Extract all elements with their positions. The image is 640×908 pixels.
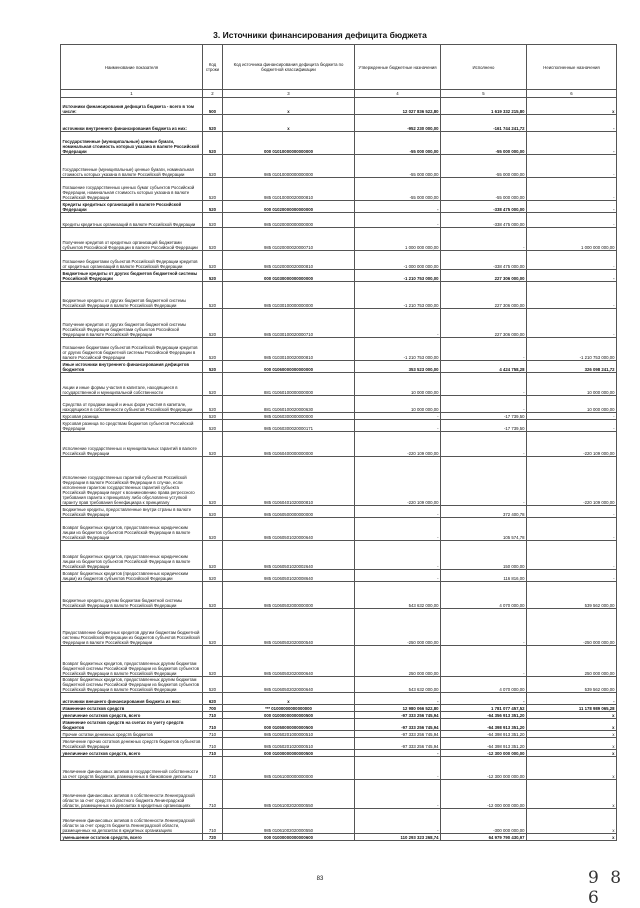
row-source-code: 985 01020000000000000	[223, 213, 355, 228]
row-code: 520	[203, 432, 223, 457]
row-unexecuted: 539 562 000,00	[527, 677, 617, 693]
row-code: 720	[203, 834, 223, 841]
table-row	[61, 413, 617, 420]
row-code: 710	[203, 757, 223, 780]
row-executed: 64 979 790 430,97	[441, 834, 527, 841]
row-source-code: 985 01060502020000540	[223, 609, 355, 646]
row-code: 520	[203, 646, 223, 677]
row-source-code: 881 01060100020000630	[223, 396, 355, 413]
row-code: 710	[203, 712, 223, 719]
header-source-code: Код источника финансирования дефицита бюджета по бюджетной классификации	[223, 45, 355, 90]
col-number: 6	[527, 90, 617, 98]
table-row	[61, 731, 617, 738]
row-executed: -338 475 000,00	[441, 213, 527, 228]
row-source-code: 985 01020000020000810	[223, 251, 355, 270]
table-row	[61, 270, 617, 282]
row-executed: 116 816,00	[441, 570, 527, 582]
row-code: 520	[203, 570, 223, 582]
row-executed: -161 744 241,72	[441, 115, 527, 132]
table-row	[61, 738, 617, 750]
row-unexecuted: -	[527, 201, 617, 213]
row-name: Увеличение финансовых активов в собственности Ленинградской области за счет средств бюджета Ленинградской области, размещенных на депозитах в кредитных организациях	[61, 809, 203, 834]
table-header-row	[61, 45, 617, 90]
row-source-code: 985 01010000000000000	[223, 155, 355, 178]
row-name: Иные источники внутреннего финансирования дефицитов бюджетов	[61, 361, 203, 373]
row-approved: -55 000 000,00	[355, 132, 441, 155]
row-source-code: 985 01050201020000510	[223, 738, 355, 750]
row-name: источники внутреннего финансирования бюджета из них:	[61, 115, 203, 132]
row-name: Возврат бюджетных кредитов (предоставленных юридическим лицам) из бюджетов субъектов Российской Федерации	[61, 570, 203, 582]
row-executed: 4 424 758,28	[441, 361, 527, 373]
row-name: Возврат бюджетных кредитов, предоставленных юридическим лицам из бюджетов субъектов Российской Федерации в валюте Российской Федерации	[61, 541, 203, 570]
row-code: 520	[203, 373, 223, 396]
row-executed: -	[441, 338, 527, 361]
row-unexecuted: x	[527, 731, 617, 738]
row-code: 520	[203, 420, 223, 432]
row-name: Курсовая разница по средствам бюджетов субъектов Российской Федерации	[61, 420, 203, 432]
table-row	[61, 705, 617, 712]
row-name: Средства от продажи акций и иных форм участия в капитале, находящихся в собственности субъектов Российской Федерации	[61, 396, 203, 413]
row-code: 520	[203, 541, 223, 570]
row-executed: -12 300 000 000,00	[441, 757, 527, 780]
row-approved: -	[355, 780, 441, 809]
row-approved: -	[355, 413, 441, 420]
row-unexecuted: -	[527, 420, 617, 432]
page-number: 83	[316, 876, 324, 882]
row-approved: -97 333 256 745,94	[355, 719, 441, 731]
row-source-code: 985 01060501020008640	[223, 570, 355, 582]
row-approved: -	[355, 809, 441, 834]
row-source-code: 985 01030100000000000	[223, 282, 355, 309]
row-approved: -97 333 256 745,94	[355, 731, 441, 738]
row-approved: -250 000 000,00	[355, 609, 441, 646]
table-row	[61, 228, 617, 251]
header-unexecuted: Неисполненные назначения	[527, 45, 617, 90]
row-unexecuted: -250 000 000,00	[527, 609, 617, 646]
section-title: 3. Источники финансирования дефицита бюджета	[213, 30, 427, 40]
row-name: Акции и иные формы участия в капитале, находящиеся в государственной и муниципальной собственности	[61, 373, 203, 396]
row-executed: 4 070 000,00	[441, 677, 527, 693]
row-unexecuted: -	[527, 270, 617, 282]
row-executed: 105 574,78	[441, 518, 527, 541]
row-name: Погашение бюджетами субъектов Российской Федерации кредитов от кредитных организаций в валюте Российской Федерации	[61, 251, 203, 270]
row-unexecuted: -	[527, 132, 617, 155]
row-executed: 372 400,78	[441, 506, 527, 518]
row-code: 710	[203, 719, 223, 731]
row-approved: 353 523 000,00	[355, 361, 441, 373]
row-executed: -55 000 000,00	[441, 178, 527, 201]
row-executed: -	[441, 609, 527, 646]
row-executed: 227 306 000,00	[441, 309, 527, 338]
table-row	[61, 251, 617, 270]
row-executed: -	[441, 693, 527, 705]
row-code: 520	[203, 132, 223, 155]
row-source-code: 000 01010000000000000	[223, 132, 355, 155]
table-row	[61, 677, 617, 693]
row-code: 520	[203, 228, 223, 251]
row-name: Увеличение финансовых активов в собственности Ленинградской области за счет средств областного бюджета Ленинградской области, размещенных на депозитах в кредитных организациях	[61, 780, 203, 809]
row-approved: -1 210 753 000,00	[355, 282, 441, 309]
table-row	[61, 757, 617, 780]
row-unexecuted: x	[527, 712, 617, 719]
table-row	[61, 719, 617, 731]
row-name: Прочие остатки денежных средств бюджетов	[61, 731, 203, 738]
row-name: Курсовая разница	[61, 413, 203, 420]
row-executed: -	[441, 228, 527, 251]
table-row	[61, 178, 617, 201]
row-source-code: 985 01010000020000810	[223, 178, 355, 201]
row-code: 520	[203, 251, 223, 270]
row-executed: -	[441, 646, 527, 677]
row-code: 520	[203, 338, 223, 361]
table-body	[61, 98, 617, 841]
row-executed: -12 000 000 000,00	[441, 780, 527, 809]
handwritten-page-stamp: 9 8 6	[588, 868, 625, 908]
row-code: 710	[203, 809, 223, 834]
table-row	[61, 780, 617, 809]
table-row	[61, 506, 617, 518]
row-name: Погашение государственных ценных бумаг субъектов Российской Федерации, номинальная стоимость которых указана в валюте Российской Федерации	[61, 178, 203, 201]
row-executed: -64 398 913 351,20	[441, 719, 527, 731]
row-executed: -64 356 913 351,20	[441, 712, 527, 719]
row-name: Кредиты кредитных организаций в валюте Российской Федерации	[61, 201, 203, 213]
row-unexecuted: 539 562 000,00	[527, 582, 617, 609]
table-row	[61, 115, 617, 132]
row-approved: -	[355, 518, 441, 541]
row-name: Изменение остатков средств	[61, 705, 203, 712]
row-code: 700	[203, 705, 223, 712]
row-approved: -	[355, 541, 441, 570]
row-executed: 1 619 332 215,80	[441, 98, 527, 115]
row-name: Получение кредитов от других бюджетов бюджетной системы Российской Федерации бюджетами субъектов Российской Федерации в валюте Российской Федерации	[61, 309, 203, 338]
row-unexecuted: -	[527, 570, 617, 582]
table-row	[61, 309, 617, 338]
row-approved: -220 109 000,00	[355, 457, 441, 506]
row-source-code: x	[223, 693, 355, 705]
row-source-code: 985 01060502020000640	[223, 646, 355, 677]
row-executed: -	[441, 432, 527, 457]
row-approved: -	[355, 693, 441, 705]
row-unexecuted: -	[527, 541, 617, 570]
row-source-code: 985 01020000020000710	[223, 228, 355, 251]
row-unexecuted: 250 000 000,00	[527, 646, 617, 677]
row-name: Источники финансирования дефицита бюджета - всего в том числе:	[61, 98, 203, 115]
row-code: 520	[203, 115, 223, 132]
row-approved: 12 980 066 522,80	[355, 705, 441, 712]
header-executed: Исполнено	[441, 45, 527, 90]
row-name: Предоставление бюджетных кредитов другим бюджетам бюджетной системы Российской Федерации из бюджетов субъектов Российской Федерации в валюте Российской Федерации	[61, 609, 203, 646]
col-number: 3	[223, 90, 355, 98]
row-unexecuted: -	[527, 518, 617, 541]
row-code: 520	[203, 361, 223, 373]
table-row	[61, 282, 617, 309]
row-source-code: 000 01060000000000000	[223, 361, 355, 373]
row-executed: 1 781 077 457,52	[441, 705, 527, 712]
row-unexecuted: x	[527, 834, 617, 841]
row-source-code: 985 01030100020000810	[223, 338, 355, 361]
col-number: 5	[441, 90, 527, 98]
row-executed: -55 000 000,00	[441, 155, 527, 178]
row-approved: -	[355, 750, 441, 757]
row-name: Бюджетные кредиты от других бюджетов бюджетной системы Российской Федерации в валюте Российской Федерации	[61, 282, 203, 309]
row-approved: -220 109 000,00	[355, 432, 441, 457]
row-executed: -64 398 913 351,20	[441, 738, 527, 750]
row-source-code: 000 01050000000000500	[223, 719, 355, 731]
row-executed: -55 000 000,00	[441, 132, 527, 155]
row-executed: -300 000 000,00	[441, 809, 527, 834]
table-row	[61, 457, 617, 506]
row-unexecuted: x	[527, 757, 617, 780]
row-approved: 543 632 000,00	[355, 582, 441, 609]
row-source-code: x	[223, 98, 355, 115]
row-name: Исполнение государственных и муниципальных гарантий в валюте Российской Федерации	[61, 432, 203, 457]
row-unexecuted: -	[527, 178, 617, 201]
row-unexecuted: -	[527, 413, 617, 420]
row-name: Погашение бюджетами субъектов Российской Федерации кредитов от других бюджетов бюджетной системы Российской Федерации в валюте Российской Федерации	[61, 338, 203, 361]
row-approved: 110 293 323 268,74	[355, 834, 441, 841]
row-unexecuted: x	[527, 719, 617, 731]
row-name: Государственные (муниципальные) ценные бумаги, номинальная стоимость которых указана в валюте Российской Федерации	[61, 132, 203, 155]
financing-table-container	[60, 44, 616, 841]
row-unexecuted: 1 000 000 000,00	[527, 228, 617, 251]
row-unexecuted: 326 098 241,72	[527, 361, 617, 373]
row-name: Увеличение прочих остатков денежных средств бюджетов субъектов Российской Федерации	[61, 738, 203, 750]
table-row	[61, 396, 617, 413]
row-name: Возврат бюджетных кредитов, предоставленных другим бюджетам бюджетной системы Российской Федерации из бюджетов субъектов Российской Федерации в валюте Российской Федерации	[61, 646, 203, 677]
row-code: 520	[203, 213, 223, 228]
financing-sources-table	[60, 44, 617, 841]
row-unexecuted: x	[527, 750, 617, 757]
row-code: 520	[203, 270, 223, 282]
row-unexecuted: -	[527, 506, 617, 518]
row-approved: -	[355, 213, 441, 228]
row-unexecuted: -220 109 000,00	[527, 457, 617, 506]
col-number: 1	[61, 90, 203, 98]
table-row	[61, 582, 617, 609]
row-code: 520	[203, 396, 223, 413]
row-code: 710	[203, 731, 223, 738]
row-code: 520	[203, 677, 223, 693]
table-row	[61, 420, 617, 432]
row-code: 520	[203, 178, 223, 201]
row-name: Государственные (муниципальные) ценные бумаги, номинальная стоимость которых указана в валюте Российской Федерации	[61, 155, 203, 178]
row-unexecuted: x	[527, 738, 617, 750]
row-unexecuted: -	[527, 115, 617, 132]
row-name: уменьшение остатков средств, всего	[61, 834, 203, 841]
row-code: 520	[203, 309, 223, 338]
row-unexecuted: -1 210 753 000,00	[527, 338, 617, 361]
row-source-code: 000 01000000000000600	[223, 834, 355, 841]
row-unexecuted: x	[527, 98, 617, 115]
row-name: Бюджетные кредиты, предоставленные внутри страны в валюте Российской Федерации	[61, 506, 203, 518]
row-name: Изменение остатков средств на счетах по учету средств бюджетов	[61, 719, 203, 731]
row-unexecuted: 10 000 000,00	[527, 396, 617, 413]
row-source-code: 000 01000000000000500	[223, 712, 355, 719]
table-row	[61, 609, 617, 646]
row-approved: 10 000 000,00	[355, 396, 441, 413]
table-row	[61, 750, 617, 757]
table-row	[61, 373, 617, 396]
row-code: 520	[203, 518, 223, 541]
row-source-code: 985 01060500000000000	[223, 506, 355, 518]
row-source-code: 985 01060300000000000	[223, 413, 355, 420]
row-code: 520	[203, 413, 223, 420]
row-executed: -338 475 000,00	[441, 201, 527, 213]
row-code: 710	[203, 780, 223, 809]
row-source-code: 985 01061002020000550	[223, 809, 355, 834]
row-unexecuted: -	[527, 251, 617, 270]
row-unexecuted: x	[527, 809, 617, 834]
row-code: 520	[203, 201, 223, 213]
row-executed: -17 739,50	[441, 420, 527, 432]
row-source-code: 985 01060502000000000	[223, 582, 355, 609]
table-row	[61, 213, 617, 228]
row-approved: 1 000 000 000,00	[355, 228, 441, 251]
row-executed: -12 300 000 000,00	[441, 750, 527, 757]
row-name: Кредиты кредитных организаций в валюте Российской Федерации	[61, 213, 203, 228]
row-unexecuted: -	[527, 309, 617, 338]
table-row	[61, 132, 617, 155]
row-approved: -	[355, 570, 441, 582]
row-approved: 543 632 000,00	[355, 677, 441, 693]
row-source-code: 985 01060501020000640	[223, 518, 355, 541]
row-executed: -17 739,50	[441, 413, 527, 420]
row-source-code: 985 01060502020000640	[223, 677, 355, 693]
row-source-code: 000 01000000000000500	[223, 750, 355, 757]
row-code: 710	[203, 738, 223, 750]
row-executed: -	[441, 373, 527, 396]
row-unexecuted: 11 178 989 065,28	[527, 705, 617, 712]
row-source-code: 985 01030100020000710	[223, 309, 355, 338]
header-name: Наименование показателя	[61, 45, 203, 90]
row-source-code: 985 01060401020000810	[223, 457, 355, 506]
table-row	[61, 541, 617, 570]
row-source-code: 881 01060100000000000	[223, 373, 355, 396]
row-approved: 10 000 000,00	[355, 373, 441, 396]
row-approved: -	[355, 201, 441, 213]
row-code: 520	[203, 282, 223, 309]
table-row	[61, 693, 617, 705]
row-source-code: 985 01050201000000510	[223, 731, 355, 738]
row-unexecuted: -	[527, 693, 617, 705]
table-row	[61, 432, 617, 457]
row-executed: 4 070 000,00	[441, 582, 527, 609]
row-unexecuted: -	[527, 155, 617, 178]
row-executed: 150 000,00	[441, 541, 527, 570]
row-name: Исполнение государственных гарантий субъектов Российской Федерации в валюте Российской Федерации в случае, если исполнение гарантом государственных гарантий субъекта Российской Федерации ведет к возникновению права регрессного требования гаранта к принципалу либо обусловлено уступкой гаранту прав требования бенефициара к принципалу	[61, 457, 203, 506]
row-source-code: 985 01060501020002640	[223, 541, 355, 570]
row-name: увеличение остатков средств, всего	[61, 750, 203, 757]
row-code: 500	[203, 98, 223, 115]
row-code: 520	[203, 609, 223, 646]
header-approved: Утвержденные бюджетные назначения	[355, 45, 441, 90]
table-row	[61, 712, 617, 719]
row-name: Возврат бюджетных кредитов, предоставленных другим бюджетам бюджетной системы Российской Федерации из бюджетов субъектов Российской Федерации в валюте Российской Федерации	[61, 677, 203, 693]
table-row	[61, 646, 617, 677]
row-approved: 250 000 000,00	[355, 646, 441, 677]
row-code: 520	[203, 155, 223, 178]
row-source-code: x	[223, 115, 355, 132]
row-approved: -	[355, 309, 441, 338]
row-source-code: 985 01060400000000000	[223, 432, 355, 457]
row-name: увеличение остатков средств, всего	[61, 712, 203, 719]
row-source-code: 985 01061000000000000	[223, 757, 355, 780]
row-approved: -	[355, 757, 441, 780]
row-executed: -338 475 000,00	[441, 251, 527, 270]
row-source-code: 985 01061002020000550	[223, 780, 355, 809]
col-number: 4	[355, 90, 441, 98]
table-row	[61, 155, 617, 178]
table-row	[61, 518, 617, 541]
col-number: 2	[203, 90, 223, 98]
table-row	[61, 834, 617, 841]
row-unexecuted: -	[527, 213, 617, 228]
row-approved: -97 333 256 745,94	[355, 738, 441, 750]
row-approved: -	[355, 420, 441, 432]
row-name: источники внешнего финансирования бюджета из них:	[61, 693, 203, 705]
table-row	[61, 98, 617, 115]
row-source-code: *** 01000000000000000	[223, 705, 355, 712]
row-approved: -55 000 000,00	[355, 155, 441, 178]
row-executed: -	[441, 457, 527, 506]
row-unexecuted: -	[527, 282, 617, 309]
row-unexecuted: x	[527, 780, 617, 809]
row-approved: 12 027 836 522,80	[355, 98, 441, 115]
table-row	[61, 201, 617, 213]
row-code: 620	[203, 693, 223, 705]
table-row	[61, 809, 617, 834]
row-name: Бюджетные кредиты другим бюджетам бюджетной системы Российской Федерации в валюте Российской Федерации	[61, 582, 203, 609]
row-code: 520	[203, 582, 223, 609]
row-approved: -1 210 753 000,00	[355, 338, 441, 361]
row-approved: -952 230 000,00	[355, 115, 441, 132]
column-number-row	[61, 90, 617, 98]
table-row	[61, 338, 617, 361]
row-name: Увеличение финансовых активов в государственной собственности за счет средств бюджетов, размещенных в банковские депозиты	[61, 757, 203, 780]
row-code: 710	[203, 750, 223, 757]
row-executed: -	[441, 396, 527, 413]
row-name: Получение кредитов от кредитных организаций бюджетами субъектов Российской Федерации в валюте Российской Федерации	[61, 228, 203, 251]
header-row-code: Код строки	[203, 45, 223, 90]
row-approved: -97 333 256 745,94	[355, 712, 441, 719]
table-row	[61, 570, 617, 582]
row-approved: -1 000 000 000,00	[355, 251, 441, 270]
row-unexecuted: 10 000 000,00	[527, 373, 617, 396]
row-name: Бюджетные кредиты от других бюджетов бюджетной системы Российской Федерации	[61, 270, 203, 282]
row-approved: -55 000 000,00	[355, 178, 441, 201]
row-code: 520	[203, 457, 223, 506]
row-executed: 227 306 000,00	[441, 282, 527, 309]
row-approved: -1 210 753 000,00	[355, 270, 441, 282]
row-source-code: 000 01020000000000000	[223, 201, 355, 213]
table-row	[61, 361, 617, 373]
row-executed: -64 398 913 351,20	[441, 731, 527, 738]
row-unexecuted: -220 109 000,00	[527, 432, 617, 457]
row-executed: 227 306 000,00	[441, 270, 527, 282]
row-name: Возврат бюджетных кредитов, предоставленных юридическим лицам из бюджетов субъектов Российской Федерации в валюте Российской Федерации	[61, 518, 203, 541]
row-source-code: 985 01060300020000171	[223, 420, 355, 432]
row-approved: -	[355, 506, 441, 518]
row-source-code: 000 01030000000000000	[223, 270, 355, 282]
row-code: 520	[203, 506, 223, 518]
